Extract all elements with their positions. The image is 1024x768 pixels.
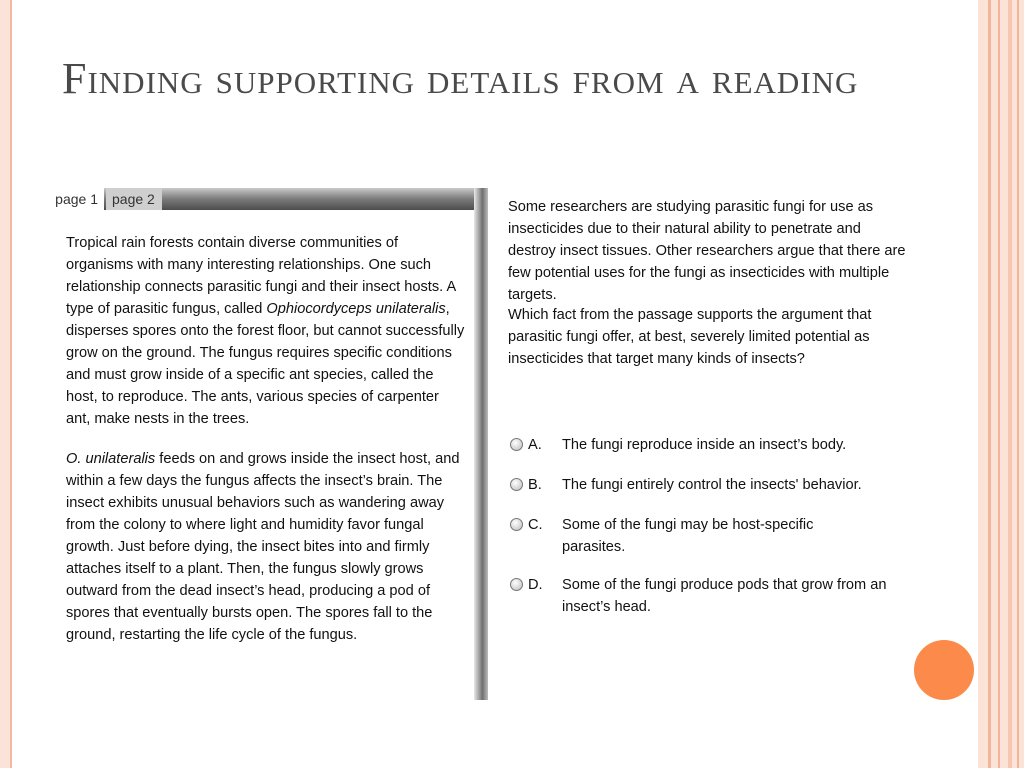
question-prompt: Which fact from the passage supports the argument that parasitic fungi offer, at best, severely limited potential as insecticides that target many kinds of insects? <box>508 307 872 367</box>
radio-button-icon[interactable] <box>510 578 523 591</box>
tab-page-1[interactable]: page 1 <box>62 188 104 210</box>
question-intro: Some researchers are studying parasitic fungi for use as insecticides due to their natural ability to penetrate and destroy insect tissues. Other researchers argue that there are few potential uses for the fungi as insecticides with multiple targets. <box>508 199 906 303</box>
option-letter: B. <box>528 477 542 493</box>
slide-title: Finding supporting details from a reading <box>62 54 859 103</box>
species-name: Ophiocordyceps unilateralis <box>266 301 446 317</box>
left-decorative-border <box>0 0 12 768</box>
species-abbrev: O. unilateralis <box>66 451 156 467</box>
radio-button-icon[interactable] <box>510 438 523 451</box>
passage-scrollbar[interactable] <box>474 188 488 700</box>
right-decorative-stripes <box>978 0 1024 768</box>
option-letter: D. <box>528 577 543 593</box>
question-panel <box>508 196 908 615</box>
option-text: Some of the fungi produce pods that grow from an insect’s head. <box>562 577 887 615</box>
decorative-orange-dot <box>914 640 974 700</box>
page-tab-bar <box>55 188 474 210</box>
tab-page-2[interactable]: page 2 <box>106 188 162 210</box>
radio-button-icon[interactable] <box>510 518 523 531</box>
option-letter: C. <box>528 517 543 533</box>
option-letter: A. <box>528 437 542 453</box>
radio-button-icon[interactable] <box>510 478 523 491</box>
option-text: Some of the fungi may be host-specific parasites. <box>562 517 814 555</box>
passage-text <box>66 232 466 664</box>
passage-paragraph-2: O. unilateralis feeds on and grows inside the insect host, and within a few days the fungus affects the insect’s brain. The insect exhibits unusual behaviors such as wandering away from the colony to where light and humidity favor fungal growth. Just before dying, the insect bites into and firmly attaches itself to a plant. Then, the fungus slowly grows outward from the dead insect’s head, producing a pod of spores that eventually bursts open. The spores fall to the ground, restarting the life cycle of the fungus. <box>66 451 460 643</box>
option-text: The fungi reproduce inside an insect’s body. <box>562 437 847 453</box>
passage-paragraph-1: Tropical rain forests contain diverse communities of organisms with many interesting relationships. One such relationship connects parasitic fungi and their insect hosts. A type of parasitic fungus, called Ophiocordyceps unilateralis, disperses spores onto the forest floor, but cannot successfully grow on the ground. The fungus requires specific conditions and must grow inside of a specific ant species, called the host, to reproduce. The ants, various species of carpenter ant, make nests in the trees. <box>66 235 465 427</box>
reading-passage-panel <box>55 188 488 700</box>
option-text: The fungi entirely control the insects' behavior. <box>562 477 862 493</box>
